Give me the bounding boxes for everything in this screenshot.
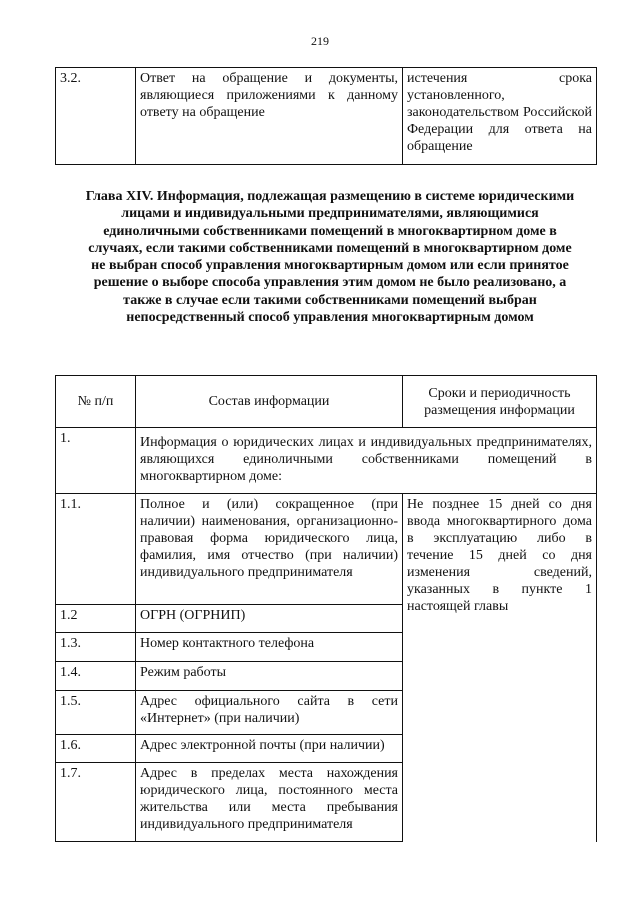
chapter-heading: Глава XIV. Информация, подлежащая размещению в системе юридическими лицами и индивидуальными предпринимателями, являющимися единоличными собственниками помещений в многоквартирном доме в случаях, если такими собственниками помещений в многоквартирном доме не выбран способ управления многоквартирным домом или если принятое решение о выборе способа управления этим домом не было реализовано, а также в случае если такими собственниками помещений выбран непосредственный способ управления многоквартирным домом xyxy=(85,189,575,326)
page-number: 219 xyxy=(311,34,329,48)
row-number: 3.2. xyxy=(56,68,136,165)
row-number: 1.6. xyxy=(56,735,136,763)
section-number: 1. xyxy=(56,428,136,494)
header-number: № п/п xyxy=(56,376,136,428)
information-table xyxy=(55,375,597,842)
row-content: Адрес электронной почты (при наличии) xyxy=(136,735,403,763)
row-content: Режим работы xyxy=(136,662,403,691)
header-timing: Сроки и периодичность размещения информации xyxy=(403,376,597,428)
continuation-table xyxy=(55,67,597,165)
header-content: Состав информации xyxy=(136,376,403,428)
table-header-row xyxy=(56,376,597,428)
row-content: Ответ на обращение и документы, являющиеся приложениями к данному ответу на обращение xyxy=(136,68,403,165)
shared-timing: Не позднее 15 дней со дня ввода многоквартирного дома в эксплуатацию либо в течение 15 дней со дня изменения сведений, указанных в пункте 1 настоящей главы xyxy=(403,494,597,842)
section-row xyxy=(56,428,597,494)
row-number: 1.4. xyxy=(56,662,136,691)
row-content: Адрес в пределах места нахождения юридического лица, постоянного места жительства или места пребывания индивидуального предпринимателя xyxy=(136,763,403,842)
row-content: Полное и (или) сокращенное (при наличии) наименования, организационно-правовая форма юридического лица, фамилия, имя отчество (при наличии) индивидуального предпринимателя xyxy=(136,494,403,605)
table-row xyxy=(56,68,597,165)
row-number: 1.5. xyxy=(56,691,136,735)
row-content: Номер контактного телефона xyxy=(136,633,403,662)
table-row xyxy=(56,494,597,605)
row-number: 1.2 xyxy=(56,605,136,633)
row-number: 1.3. xyxy=(56,633,136,662)
row-number: 1.1. xyxy=(56,494,136,605)
row-number: 1.7. xyxy=(56,763,136,842)
section-content: Информация о юридических лицах и индивидуальных предпринимателях, являющихся единоличными собственниками помещений в многоквартирном доме: xyxy=(136,428,597,494)
row-content: Адрес официального сайта в сети «Интернет» (при наличии) xyxy=(136,691,403,735)
row-content: ОГРН (ОГРНИП) xyxy=(136,605,403,633)
row-timing: истечения срока установленного, законодательством Российской Федерации для ответа на обращение xyxy=(403,68,597,165)
